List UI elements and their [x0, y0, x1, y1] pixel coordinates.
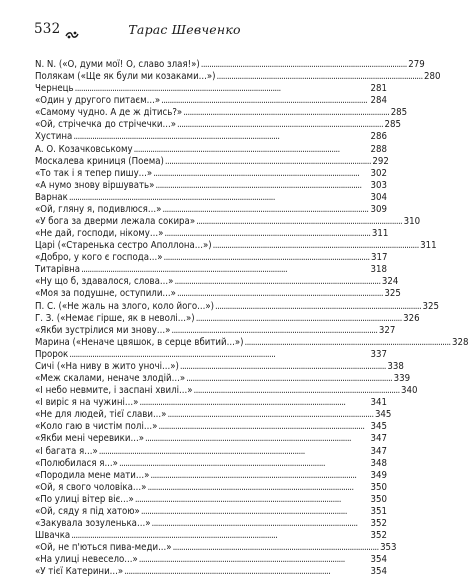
toc-entry — [35, 433, 387, 445]
toc-dot-leader — [194, 385, 399, 397]
toc-entry-title: Хустина — [35, 131, 73, 143]
toc-entry — [35, 119, 402, 131]
toc-dot-leader — [171, 325, 376, 337]
toc-entry-title: «У бога за дверми лежала сокира» — [35, 216, 196, 228]
toc-dot-leader — [213, 240, 418, 252]
toc-entry — [35, 373, 411, 385]
toc-dot-leader — [180, 361, 385, 373]
toc-entry-title: «І виріс я на чужині...» — [35, 397, 139, 409]
toc-entry-page: 354 — [370, 566, 387, 578]
toc-entry-page: 281 — [370, 83, 387, 95]
toc-entry — [35, 216, 421, 228]
toc-entry-title: «Добро, у кого є господа...» — [35, 252, 163, 264]
toc-entry — [35, 421, 387, 433]
toc-entry-title: «Ой, я свого чоловіка...» — [35, 481, 147, 493]
toc-entry — [35, 252, 387, 264]
toc-entry-title: «Ой, не п'ються пива-меди...» — [35, 542, 172, 554]
toc-entry — [35, 131, 387, 143]
page-number: 532 — [34, 21, 61, 37]
toc-dot-leader — [141, 506, 368, 518]
toc-entry-page: 328 — [451, 336, 468, 348]
toc-entry-page: 350 — [370, 481, 387, 493]
toc-entry-title: «Ой, стрічечка до стрічечки...» — [35, 119, 177, 131]
toc-dot-leader — [173, 542, 378, 554]
toc-dot-leader — [164, 228, 369, 240]
toc-entry-page: 286 — [370, 131, 387, 143]
toc-entry — [35, 360, 404, 373]
running-title: Тарас Шевченко — [128, 21, 241, 37]
toc-entry-title: N. N. («О, думи мої! О, славо злая!») — [35, 59, 200, 70]
toc-entry-page: 339 — [393, 373, 411, 385]
toc-dot-leader — [196, 216, 401, 228]
toc-entry-page: 345 — [370, 421, 387, 433]
toc-dot-leader — [155, 180, 368, 192]
toc-entry-title: «Самому чудно. А де ж дітись?» — [35, 107, 183, 119]
toc-entry — [35, 264, 387, 276]
toc-entry-page: 284 — [370, 95, 387, 107]
toc-dot-leader — [196, 313, 401, 325]
toc-entry-page: 325 — [384, 288, 401, 300]
toc-entry — [35, 336, 468, 349]
toc-dot-leader — [139, 397, 368, 409]
toc-entry-page: 303 — [370, 179, 387, 191]
toc-entry — [35, 554, 387, 566]
toc-dot-leader — [135, 494, 368, 506]
toc-entry-page: 350 — [370, 493, 387, 505]
toc-entry-title: Варнак — [35, 191, 68, 203]
toc-entry-page: 347 — [370, 445, 387, 457]
toc-entry — [35, 446, 387, 458]
toc-entry — [35, 470, 387, 482]
toc-entry-title: «Коло гаю в чистім полі...» — [35, 421, 158, 433]
toc-entry — [35, 228, 387, 240]
toc-entry — [35, 566, 387, 578]
toc-entry-title: «Якби мені черевики...» — [35, 433, 144, 445]
toc-entry-title: Г. З. («Немає гірше, як в неволі...») — [35, 312, 195, 324]
toc-entry-page: 326 — [403, 312, 420, 324]
toc-dot-leader — [177, 288, 382, 300]
toc-entry-page: 325 — [422, 300, 440, 312]
toc-entry-page: 354 — [370, 554, 387, 566]
toc-dot-leader — [81, 264, 368, 276]
toc-entry-title: П. С. («Не жаль на злого, коло його...») — [35, 300, 215, 312]
toc-entry-page: 349 — [370, 469, 387, 481]
toc-entry — [35, 107, 408, 119]
toc-entry-page: 337 — [370, 348, 387, 360]
toc-entry — [35, 95, 387, 107]
toc-dot-leader — [147, 482, 368, 494]
toc-entry-title: «На улиці невесело...» — [35, 554, 138, 566]
toc-entry-page: 338 — [387, 360, 404, 372]
toc-entry-page: 345 — [374, 409, 392, 421]
toc-entry — [35, 397, 387, 409]
toc-entry-page: 327 — [378, 324, 396, 336]
toc-dot-leader — [71, 530, 368, 542]
toc-dot-leader — [161, 95, 368, 107]
toc-entry — [35, 204, 387, 216]
toc-entry-title: Марина («Неначе цвяшок, в серце вбитий...») — [35, 336, 244, 348]
toc-dot-leader — [134, 144, 368, 156]
toc-entry-page: 285 — [390, 107, 408, 119]
toc-dot-leader — [174, 276, 379, 288]
toc-entry — [35, 276, 399, 288]
toc-entry-title: «Моя за подушне, оступили...» — [35, 288, 176, 300]
toc-dot-leader — [75, 83, 368, 95]
toc-entry — [35, 494, 387, 506]
toc-entry — [35, 530, 387, 542]
toc-entry — [35, 312, 420, 325]
toc-entry-page: 280 — [424, 71, 441, 83]
toc-dot-leader — [215, 301, 420, 313]
toc-entry-title: «І багата я...» — [35, 445, 98, 457]
toc-entry — [35, 385, 418, 397]
toc-entry-page: 348 — [370, 457, 387, 469]
toc-entry — [35, 542, 397, 554]
toc-entry-page: 341 — [370, 397, 387, 409]
toc-entry-page: 302 — [370, 167, 387, 179]
toc-entry — [35, 240, 437, 252]
toc-entry — [35, 458, 387, 470]
toc-entry-title: «То так і я тепер пишу...» — [35, 167, 153, 179]
toc-dot-leader — [150, 470, 368, 482]
toc-entry — [35, 156, 387, 168]
toc-entry-page: 340 — [401, 385, 418, 397]
toc-dot-leader — [186, 373, 391, 385]
toc-entry — [35, 288, 401, 300]
toc-entry-title: «Не для людей, тієї слави...» — [35, 409, 167, 421]
toc-entry-page: 310 — [403, 216, 421, 228]
toc-entry — [35, 506, 387, 518]
toc-entry-page: 292 — [372, 155, 389, 167]
toc-entry — [35, 168, 387, 180]
toc-entry-page: 351 — [370, 505, 387, 517]
toc-entry-title: Швачка — [35, 530, 71, 542]
toc-dot-leader — [165, 156, 370, 168]
toc-entry-title: «Ну що б, здавалося, слова...» — [35, 276, 174, 288]
toc-dot-leader — [162, 204, 368, 216]
toc-entry-title: «Ой, сяду я під хатою» — [35, 505, 140, 517]
toc-entry-title: «І небо невмите, і заспані хвилі...» — [35, 385, 193, 397]
toc-entry-page: 279 — [408, 59, 425, 70]
page-header — [34, 19, 386, 39]
toc-dot-leader — [201, 59, 406, 71]
toc-entry-page: 318 — [370, 264, 387, 276]
toc-dot-leader — [69, 192, 368, 204]
toc-entry-title: «Не дай, господи, нікому...» — [35, 228, 164, 240]
toc-entry-title: «Один у другого питаєм...» — [35, 95, 161, 107]
toc-entry-title: «Полюбилася я...» — [35, 457, 118, 469]
toc-entry-title: Пророк — [35, 348, 69, 360]
toc-entry-page: 353 — [380, 542, 397, 554]
toc-entry-title: Сичі («На ниву в жито уночі...») — [35, 360, 179, 372]
toc-dot-leader — [69, 349, 368, 361]
toc-entry-title: «Породила мене мати...» — [35, 469, 150, 481]
toc-entry-title: Чернець — [35, 83, 74, 95]
toc-entry-title: Полякам («Ще як були ми козаками...») — [35, 71, 216, 83]
toc-entry-title: Царі («Старенька сестро Аполлона...») — [35, 240, 212, 252]
toc-dot-leader — [158, 421, 368, 433]
toc-dot-leader — [73, 131, 368, 143]
toc-entry — [35, 482, 387, 494]
ornament-icon — [65, 25, 79, 35]
toc-entry — [35, 192, 387, 204]
toc-dot-leader — [167, 409, 372, 421]
toc-entry-page: 309 — [370, 203, 387, 215]
toc-entry-page: 311 — [371, 228, 389, 240]
toc-entry-page: 317 — [370, 252, 388, 264]
toc-dot-leader — [153, 168, 368, 180]
toc-entry — [35, 83, 387, 95]
toc-entry — [35, 518, 387, 530]
toc-entry-title: «Якби зустрілися ми знову...» — [35, 324, 171, 336]
toc-dot-leader — [217, 71, 422, 83]
toc-dot-leader — [177, 119, 382, 131]
toc-dot-leader — [145, 433, 368, 445]
toc-entry — [35, 409, 392, 421]
toc-entry — [35, 300, 440, 313]
toc-dot-leader — [244, 337, 449, 349]
toc-entry-page: 288 — [370, 143, 387, 155]
toc-dot-leader — [99, 446, 368, 458]
toc-entry-page: 347 — [370, 433, 387, 445]
toc-entry-page: 285 — [384, 119, 402, 131]
toc-entry-page: 304 — [370, 191, 387, 203]
toc-entry — [35, 71, 441, 83]
toc-entry-page: 324 — [381, 276, 399, 288]
toc-entry — [35, 349, 387, 361]
toc-entry-title: «По улиці вітер віє...» — [35, 493, 134, 505]
table-of-contents — [35, 59, 468, 578]
toc-entry-title: «Ой, гляну я, подивлюся...» — [35, 203, 162, 215]
toc-dot-leader — [119, 458, 368, 470]
toc-dot-leader — [183, 107, 388, 119]
toc-entry-title: «У тієї Катерини...» — [35, 566, 124, 578]
toc-entry-page: 311 — [420, 240, 437, 252]
toc-entry-title: Титарівна — [35, 264, 81, 276]
toc-entry-title: «А нумо знову віршувать» — [35, 179, 155, 191]
toc-entry-title: А. О. Козачковському — [35, 143, 133, 155]
toc-entry-title: «Меж скалами, неначе злодій...» — [35, 373, 186, 385]
toc-entry-title: «Закувала зозуленька...» — [35, 517, 151, 529]
toc-dot-leader — [139, 554, 368, 566]
toc-entry — [35, 144, 387, 156]
toc-entry — [35, 180, 387, 192]
toc-dot-leader — [151, 518, 368, 530]
toc-entry — [35, 59, 425, 71]
toc-entry-title: Москалева криниця (Поема) — [35, 155, 164, 167]
toc-entry-page: 352 — [370, 530, 387, 542]
toc-entry — [35, 324, 396, 337]
toc-dot-leader — [124, 566, 368, 578]
toc-dot-leader — [163, 252, 368, 264]
toc-entry-page: 352 — [370, 517, 387, 529]
